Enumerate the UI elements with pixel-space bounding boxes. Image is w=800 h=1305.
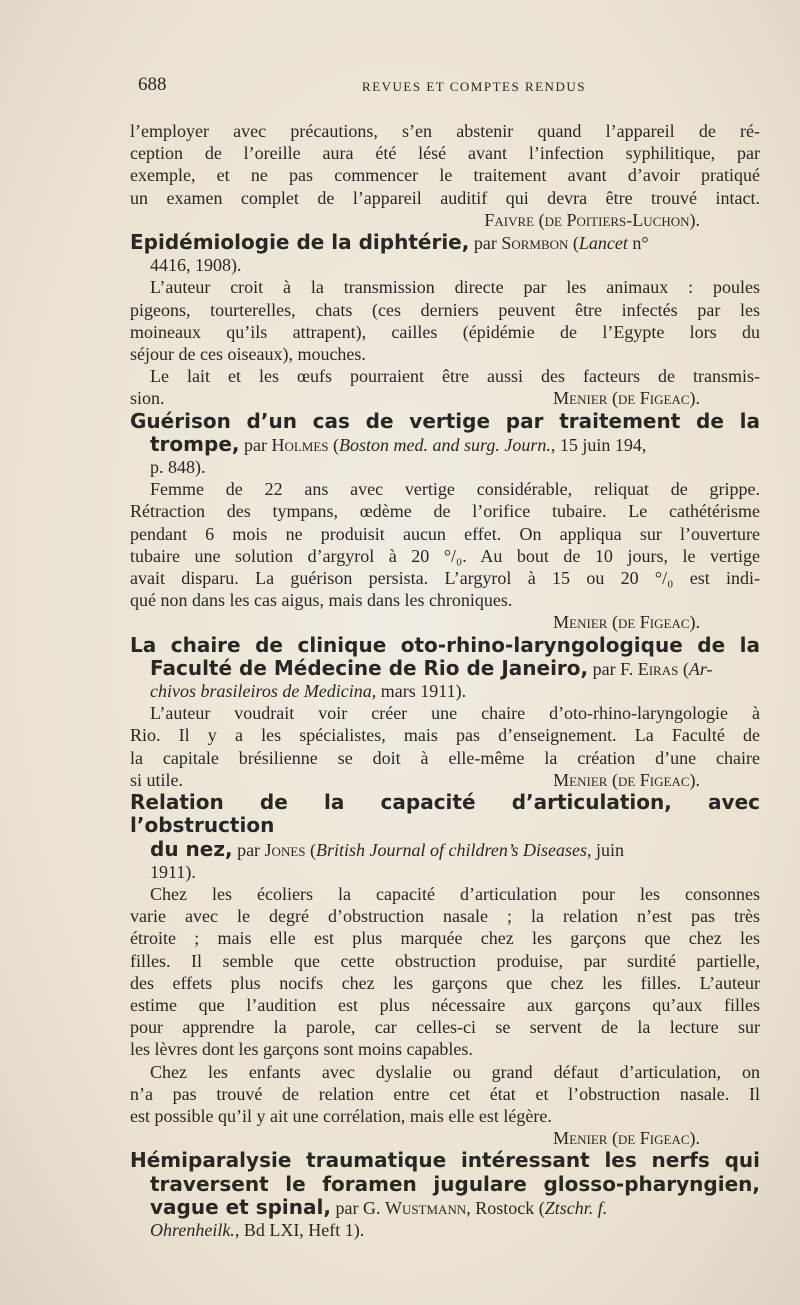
reviewer-signature: Menier (de Figeac). [553, 388, 700, 409]
review-hemiparalysie [130, 1149, 760, 1241]
article-author: Wustmann [384, 1197, 467, 1218]
text-line: ception de l’oreille aura été lésé avant l’infection syphilitique, par [130, 143, 760, 164]
text-line: n’a pas trouvé de relation entre cet état et l’obstruction nasale. Il [130, 1083, 760, 1104]
reference-text: , Rostock ( [466, 1197, 545, 1218]
article-author: Jones [264, 839, 306, 860]
signature-row [130, 769, 760, 791]
article-source: Ohrenheilk. [150, 1219, 235, 1240]
article-title: Epidémiologie de la diphtérie, [130, 230, 470, 255]
by-text: par [469, 233, 502, 254]
text-line: moineaux qu’ils attrapent), cailles (épidémie de l’Egypte lors du [130, 321, 760, 342]
article-source: Boston med. and surg. Journ. [339, 434, 551, 455]
article-source: Ztschr. f. [544, 1197, 608, 1218]
text-line: Rétraction des tympans, œdème de l’orifice tubaire. Le cathétérisme [130, 501, 760, 522]
article-title: Faculté de Médecine de Rio de Janeiro, [150, 655, 589, 680]
text-line: L’auteur voudrait voir créer une chaire d’oto-rhino-laryngologie à [150, 703, 760, 724]
text-line: est possible qu’il y ait une corrélation, mais elle est légère. [130, 1105, 552, 1126]
by-text: par G. [330, 1197, 385, 1218]
reference-text: 4416, 1908). [150, 255, 242, 276]
reviewer-signature: Menier (de Figeac). [553, 612, 700, 633]
text-line: qué non dans les cas aigus, mais dans les chroniques. [130, 590, 513, 611]
page-header [128, 74, 760, 104]
text-line: Chez les enfants avec dyslalie ou grand défaut d’articulation, on [150, 1061, 760, 1082]
reviewer-signature: Faivre (de Poitiers-Luchon). [484, 209, 700, 230]
reviewer-signature: Menier (de Figeac). [553, 1128, 700, 1149]
reference-text: n° [627, 233, 649, 254]
text-line: Chez les écoliers la capacité d’articulation pour les consonnes [150, 883, 760, 904]
by-text: par [239, 434, 272, 455]
text-line: exemple, et ne pas commencer le traitement avant d’avoir pratiqué [130, 165, 760, 186]
article-source: chivos brasileiros de Medicina [150, 681, 372, 702]
text-line: filles. Il semble que cette obstruction produise, par surdité partielle, [130, 950, 760, 971]
page-body [130, 120, 760, 1241]
article-title: traversent le foramen jugulare glosso-pharyngien, [150, 1171, 760, 1196]
text-line: pour apprendre la parole, car celles-ci se servent de la lecture sur [130, 1017, 760, 1038]
by-text: par [232, 839, 265, 860]
article-title: vague et spinal, [150, 1194, 331, 1219]
article-source: Ar- [688, 658, 713, 679]
text-line: séjour de ces oiseaux), mouches. [130, 344, 366, 365]
text-line: estime que l’audition est plus nécessaire aux garçons qu’aux filles [130, 994, 760, 1015]
reference-text: , Bd LXI, Heft 1). [234, 1219, 365, 1240]
article-title: Guérison d’un cas de vertige par traitement de la [130, 408, 760, 433]
text-line: les lèvres dont les garçons sont moins capables. [130, 1039, 473, 1060]
article-title: Hémiparalysie traumatique intéressant les nerfs qui [130, 1148, 760, 1173]
text-line: Femme de 22 ans avec vertige considérable, reliquat de grippe. [150, 479, 760, 500]
article-author: Sormbon [501, 233, 569, 254]
review-guerison-vertige: Guérison d’un cas de vertige par traitement de la trompe, par Holmes (Boston med. and surg. Journ., 15 juin 194, p. 848). Femme de 22 ans avec vertige considérable, reliquat de grippe. Rétraction des tympans, œdème de l’orifice tubaire. Le cathétérisme pendant 6 mois ne produisit aucun effet. On appliqua sur l’ouverture tubaire une solution d’argyrol à 20 °/₀. Au bout de 10 jours, le vertige avait disparu. La guérison persista. L’argyrol à 15 ou 20 °/₀ est indi- qué non dans les cas aigus, mais dans les chroniques. Menier (de Figeac). [130, 408, 760, 633]
text-line: L’auteur croit à la transmission directe par les animaux : poules [150, 277, 760, 298]
reference-text: p. 848). [150, 457, 206, 478]
text-line: tubaire une solution d’argyrol à 20 °/₀. Au bout de 10 jours, le vertige [130, 545, 760, 566]
text-line: la capitale brésilienne se doit à elle-même la création d’une chaire [130, 747, 760, 768]
article-title: Relation de la capacité d’articulation, avec l’obstruction [130, 790, 760, 838]
article-title: du nez, [150, 836, 233, 861]
text-line: Le lait et les œufs pourraient être aussi des facteurs de transmis- [150, 366, 760, 387]
text-line: étroite ; mais elle est plus marquée chez les garçons que chez les [130, 928, 760, 949]
text-line: pigeons, tourterelles, chats (ces derniers peuvent être infectés par les [130, 299, 760, 320]
text-line: si utile. [130, 769, 183, 790]
review-epidemiologie: Epidémiologie de la diphtérie, par Sormbon (Lancet n° 4416, 1908). L’auteur croit à la transmission directe par les animaux : poules pigeons, tourterelles, chats (ces derniers peuvent être infectés par les moineaux qu’ils attrapent), cailles (épidémie de l’Egypte lors du séjour de ces oiseaux), mouches. Le lait et les œufs pourraient être aussi des facteurs de transmis- sion. Menier (de Figeac). [130, 230, 760, 409]
article-author: Holmes [271, 434, 329, 455]
page-number: 688 [138, 74, 167, 95]
text-line: sion. [130, 388, 165, 409]
intro-paragraph [130, 120, 760, 231]
review-chaire-rio: La chaire de clinique oto-rhino-laryngologique de la Faculté de Médecine de Rio de Janeiro, par F. Eiras (Ar- chivos brasileiros de Medicina, mars 1911). L’auteur voudrait voir créer une chaire d’oto-rhino-laryngologie à Rio. Il y a les spécialistes, mais pas d’enseignement. La Faculté de la capitale brésilienne se doit à elle-même la création d’une chaire si utile. Menier (de Figeac). [130, 632, 760, 790]
article-source: Lancet [578, 233, 628, 254]
text-line: Rio. Il y a les spécialistes, mais pas d’enseignement. La Faculté de [130, 725, 760, 746]
text-line: pendant 6 mois ne produisit aucun effet. On appliqua sur l’ouverture [130, 523, 760, 544]
review-articulation: Relation de la capacité d’articulation, avec l’obstruction du nez, par Jones (British Journal of children’s Diseases, juin 1911). Chez les écoliers la capacité d’articulation pour les consonnes varie avec le degré d’obstruction nasale ; la relation n’est pas très étroite ; mais elle est plus marquée chez les garçons que chez les filles. Il semble que cette obstruction produise, par surdité partielle, des effets plus nocifs chez les garçons que chez les filles. L’auteur estime que l’audition est plus nécessaire aux garçons qu’aux filles pour apprendre la parole, car celles-ci se servent de la lecture sur les lèvres dont les garçons sont moins capables. Chez les enfants avec dyslalie ou grand défaut d’articulation, on n’a pas trouvé de relation entre cet état et l’obstruction nasale. Il est possible qu’il y ait une corrélation, mais elle est légère. Menier (de Figeac). [130, 790, 760, 1149]
article-author: Eiras [637, 658, 679, 679]
reference-text: 1911). [150, 861, 196, 882]
text-line: l’employer avec précautions, s’en abstenir quand l’appareil de ré- [130, 121, 760, 141]
signature-row [130, 387, 760, 409]
text-line: varie avec le degré d’obstruction nasale ; la relation n’est pas très [130, 906, 760, 927]
reference-text: , mars 1911). [371, 681, 467, 702]
text-line: un examen complet de l’appareil auditif qui devra être trouvé intact. [130, 187, 760, 208]
article-title: La chaire de clinique oto-rhino-laryngologique de la [130, 632, 760, 657]
text-line: avait disparu. La guérison persista. L’argyrol à 15 ou 20 °/₀ est indi- [130, 568, 760, 589]
text-line: des effets plus nocifs chez les garçons que chez les filles. L’auteur [130, 972, 760, 993]
by-text: par F. [588, 658, 638, 679]
reference-text: , 15 juin 194, [550, 434, 647, 455]
reviewer-signature: Menier (de Figeac). [553, 769, 700, 790]
running-title: REVUES ET COMPTES RENDUS [362, 79, 586, 94]
article-source: British Journal of children’s Diseases [316, 839, 587, 860]
article-title: trompe, [150, 431, 240, 456]
reference-text: , juin [587, 839, 625, 860]
